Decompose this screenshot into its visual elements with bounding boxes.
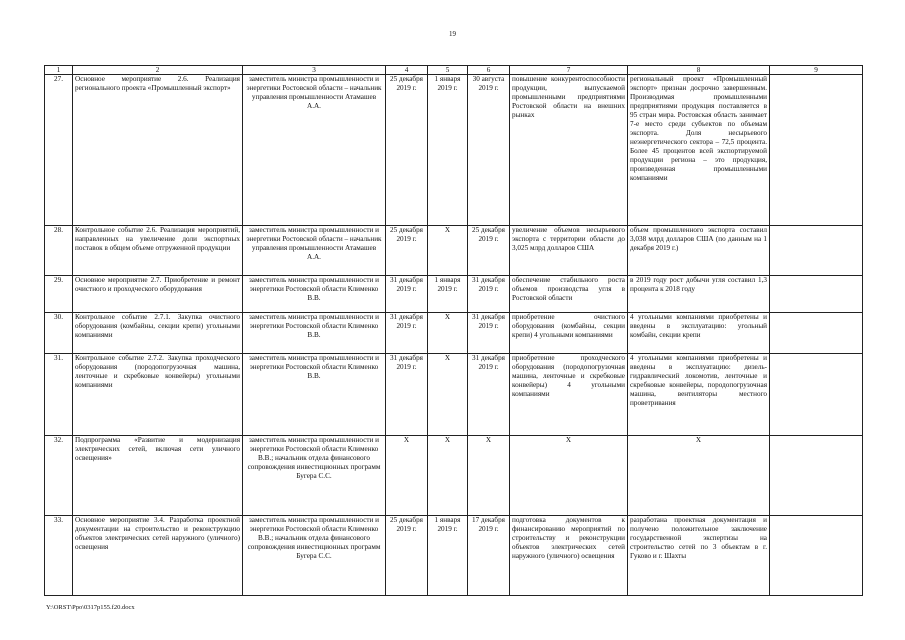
- row-number: 33.: [45, 516, 73, 596]
- note-cell: [770, 75, 863, 226]
- row-number: 31.: [45, 354, 73, 436]
- responsible-person: заместитель министра промышленности и энергетики Ростовской области Клименко В.В.: [243, 276, 386, 313]
- event-name: Контрольное событие 2.7.1. Закупка очистного оборудования (комбайны, секции крепи) угольными компаниями: [73, 313, 243, 354]
- event-name: Контрольное событие 2.7.2. Закупка проходческого оборудования (породопогрузочная машина, ленточные и скребковые конвейеры) угольными компаниями: [73, 354, 243, 436]
- table-row: [45, 75, 863, 226]
- actual-start-date: 1 января 2019 г.: [428, 276, 468, 313]
- plan-date: 25 декабря 2019 г.: [386, 226, 428, 276]
- actual-result: 4 угольными компаниями приобретены и введены в эксплуатацию: угольный комбайн, секции крепи: [628, 313, 770, 354]
- row-number: 29.: [45, 276, 73, 313]
- expected-result: повышение конкурентоспособности продукции, выпускаемой промышленными предприятиями Ростовской области на внешних рынках: [510, 75, 628, 226]
- plan-date: 25 декабря 2019 г.: [386, 75, 428, 226]
- header-cell: 3: [243, 66, 386, 75]
- actual-result: 4 угольными компаниями приобретены и введены в эксплуатацию: дизель-гидравлический локомотив, ленточные и скребковые конвейеры, породопогрузочная машина, вентиляторы местного проветривания: [628, 354, 770, 436]
- table-row: [45, 226, 863, 276]
- row-number: 28.: [45, 226, 73, 276]
- expected-result: X: [510, 436, 628, 516]
- expected-result: подготовка документов к финансированию мероприятий по строительству и реконструкции объектов электрических сетей наружного (уличного) освещения: [510, 516, 628, 596]
- header-cell: 8: [628, 66, 770, 75]
- expected-result: приобретение проходческого оборудования (породопогрузочная машина, ленточные и скребковые конвейеры) 4 угольными компаниями: [510, 354, 628, 436]
- header-cell: 2: [73, 66, 243, 75]
- actual-end-date: 30 августа 2019 г.: [468, 75, 510, 226]
- actual-start-date: X: [428, 354, 468, 436]
- header-cell: 4: [386, 66, 428, 75]
- event-name: Основное мероприятие 2.7. Приобретение и ремонт очистного и проходческого оборудования: [73, 276, 243, 313]
- actual-result: региональный проект «Промышленный экспорт» признан досрочно завершенным. Производимая промышленными предприятиями продукция поставляется в 95 стран мира. Ростовская область занимает 7-е место среди субъектов по объемам экспорта. Доля несырьевого неэнергетического сектора – 72,5 процента. Более 45 процентов всей экспортируемой продукции региона – это продукция, произведенная промышленными компаниями: [628, 75, 770, 226]
- report-table: [44, 65, 863, 596]
- responsible-person: заместитель министра промышленности и энергетики Ростовской области Клименко В.В.; начальник отдела финансового сопровождения инвестиционных программ Бугера С.С.: [243, 516, 386, 596]
- event-name: Контрольное событие 2.6. Реализация мероприятий, направленных на увеличение доли экспортных поставок в общем объеме отгруженной продукции: [73, 226, 243, 276]
- plan-date: X: [386, 436, 428, 516]
- actual-start-date: X: [428, 313, 468, 354]
- actual-result: X: [628, 436, 770, 516]
- actual-end-date: 31 декабря 2019 г.: [468, 276, 510, 313]
- event-name: Основное мероприятие 3.4. Разработка проектной документации на строительство и реконструкцию объектов электрических сетей наружного (уличного) освещения: [73, 516, 243, 596]
- row-number: 32.: [45, 436, 73, 516]
- responsible-person: заместитель министра промышленности и энергетики Ростовской области – начальник управления промышленности Атамашев А.А.: [243, 226, 386, 276]
- actual-end-date: 31 декабря 2019 г.: [468, 354, 510, 436]
- file-path-footer: Y:\ORST\Ppo\0317p155.f20.docx: [46, 604, 135, 611]
- table-row: [45, 436, 863, 516]
- actual-end-date: X: [468, 436, 510, 516]
- responsible-person: заместитель министра промышленности и энергетики Ростовской области Клименко В.В.: [243, 354, 386, 436]
- actual-start-date: 1 января 2019 г.: [428, 516, 468, 596]
- header-cell: 6: [468, 66, 510, 75]
- actual-result: объем промышленного экспорта составил 3,038 млрд долларов США (по данным на 1 декабря 2019 г.): [628, 226, 770, 276]
- plan-date: 25 декабря 2019 г.: [386, 516, 428, 596]
- table-row: [45, 516, 863, 596]
- header-cell: 9: [770, 66, 863, 75]
- table-row: [45, 313, 863, 354]
- actual-result: в 2019 году рост добычи угля составил 1,3 процента к 2018 году: [628, 276, 770, 313]
- row-number: 30.: [45, 313, 73, 354]
- header-cell: 1: [45, 66, 73, 75]
- responsible-person: заместитель министра промышленности и энергетики Ростовской области – начальник управления промышленности Атамашев А.А.: [243, 75, 386, 226]
- expected-result: увеличение объемов несырьевого экспорта с территории области до 3,025 млрд долларов США: [510, 226, 628, 276]
- header-cell: 7: [510, 66, 628, 75]
- actual-end-date: 31 декабря 2019 г.: [468, 313, 510, 354]
- header-cell: 5: [428, 66, 468, 75]
- note-cell: [770, 516, 863, 596]
- note-cell: [770, 354, 863, 436]
- expected-result: приобретение очистного оборудования (комбайны, секции крепи) 4 угольными компаниями: [510, 313, 628, 354]
- plan-date: 31 декабря 2019 г.: [386, 276, 428, 313]
- event-name: Подпрограмма «Развитие и модернизация электрических сетей, включая сети уличного освещения»: [73, 436, 243, 516]
- actual-end-date: 25 декабря 2019 г.: [468, 226, 510, 276]
- row-number: 27.: [45, 75, 73, 226]
- note-cell: [770, 436, 863, 516]
- actual-start-date: X: [428, 436, 468, 516]
- expected-result: обеспечение стабильного роста объемов производства угля в Ростовской области: [510, 276, 628, 313]
- event-name: Основное мероприятие 2.6. Реализация регионального проекта «Промышленный экспорт»: [73, 75, 243, 226]
- responsible-person: заместитель министра промышленности и энергетики Ростовской области Клименко В.В.; начальник отдела финансового сопровождения инвестиционных программ Бугера С.С.: [243, 436, 386, 516]
- table-row: [45, 354, 863, 436]
- note-cell: [770, 313, 863, 354]
- actual-start-date: X: [428, 226, 468, 276]
- plan-date: 31 декабря 2019 г.: [386, 313, 428, 354]
- plan-date: 31 декабря 2019 г.: [386, 354, 428, 436]
- actual-end-date: 17 декабря 2019 г.: [468, 516, 510, 596]
- table-row: [45, 276, 863, 313]
- note-cell: [770, 276, 863, 313]
- actual-start-date: 1 января 2019 г.: [428, 75, 468, 226]
- responsible-person: заместитель министра промышленности и энергетики Ростовской области Клименко В.В.: [243, 313, 386, 354]
- actual-result: разработана проектная документация и получено положительное заключение государственной экспертизы на строительство сетей по 3 объектам в г. Гуково и г. Шахты: [628, 516, 770, 596]
- note-cell: [770, 226, 863, 276]
- page-number: 19: [449, 30, 456, 38]
- table-header-row: [45, 66, 863, 75]
